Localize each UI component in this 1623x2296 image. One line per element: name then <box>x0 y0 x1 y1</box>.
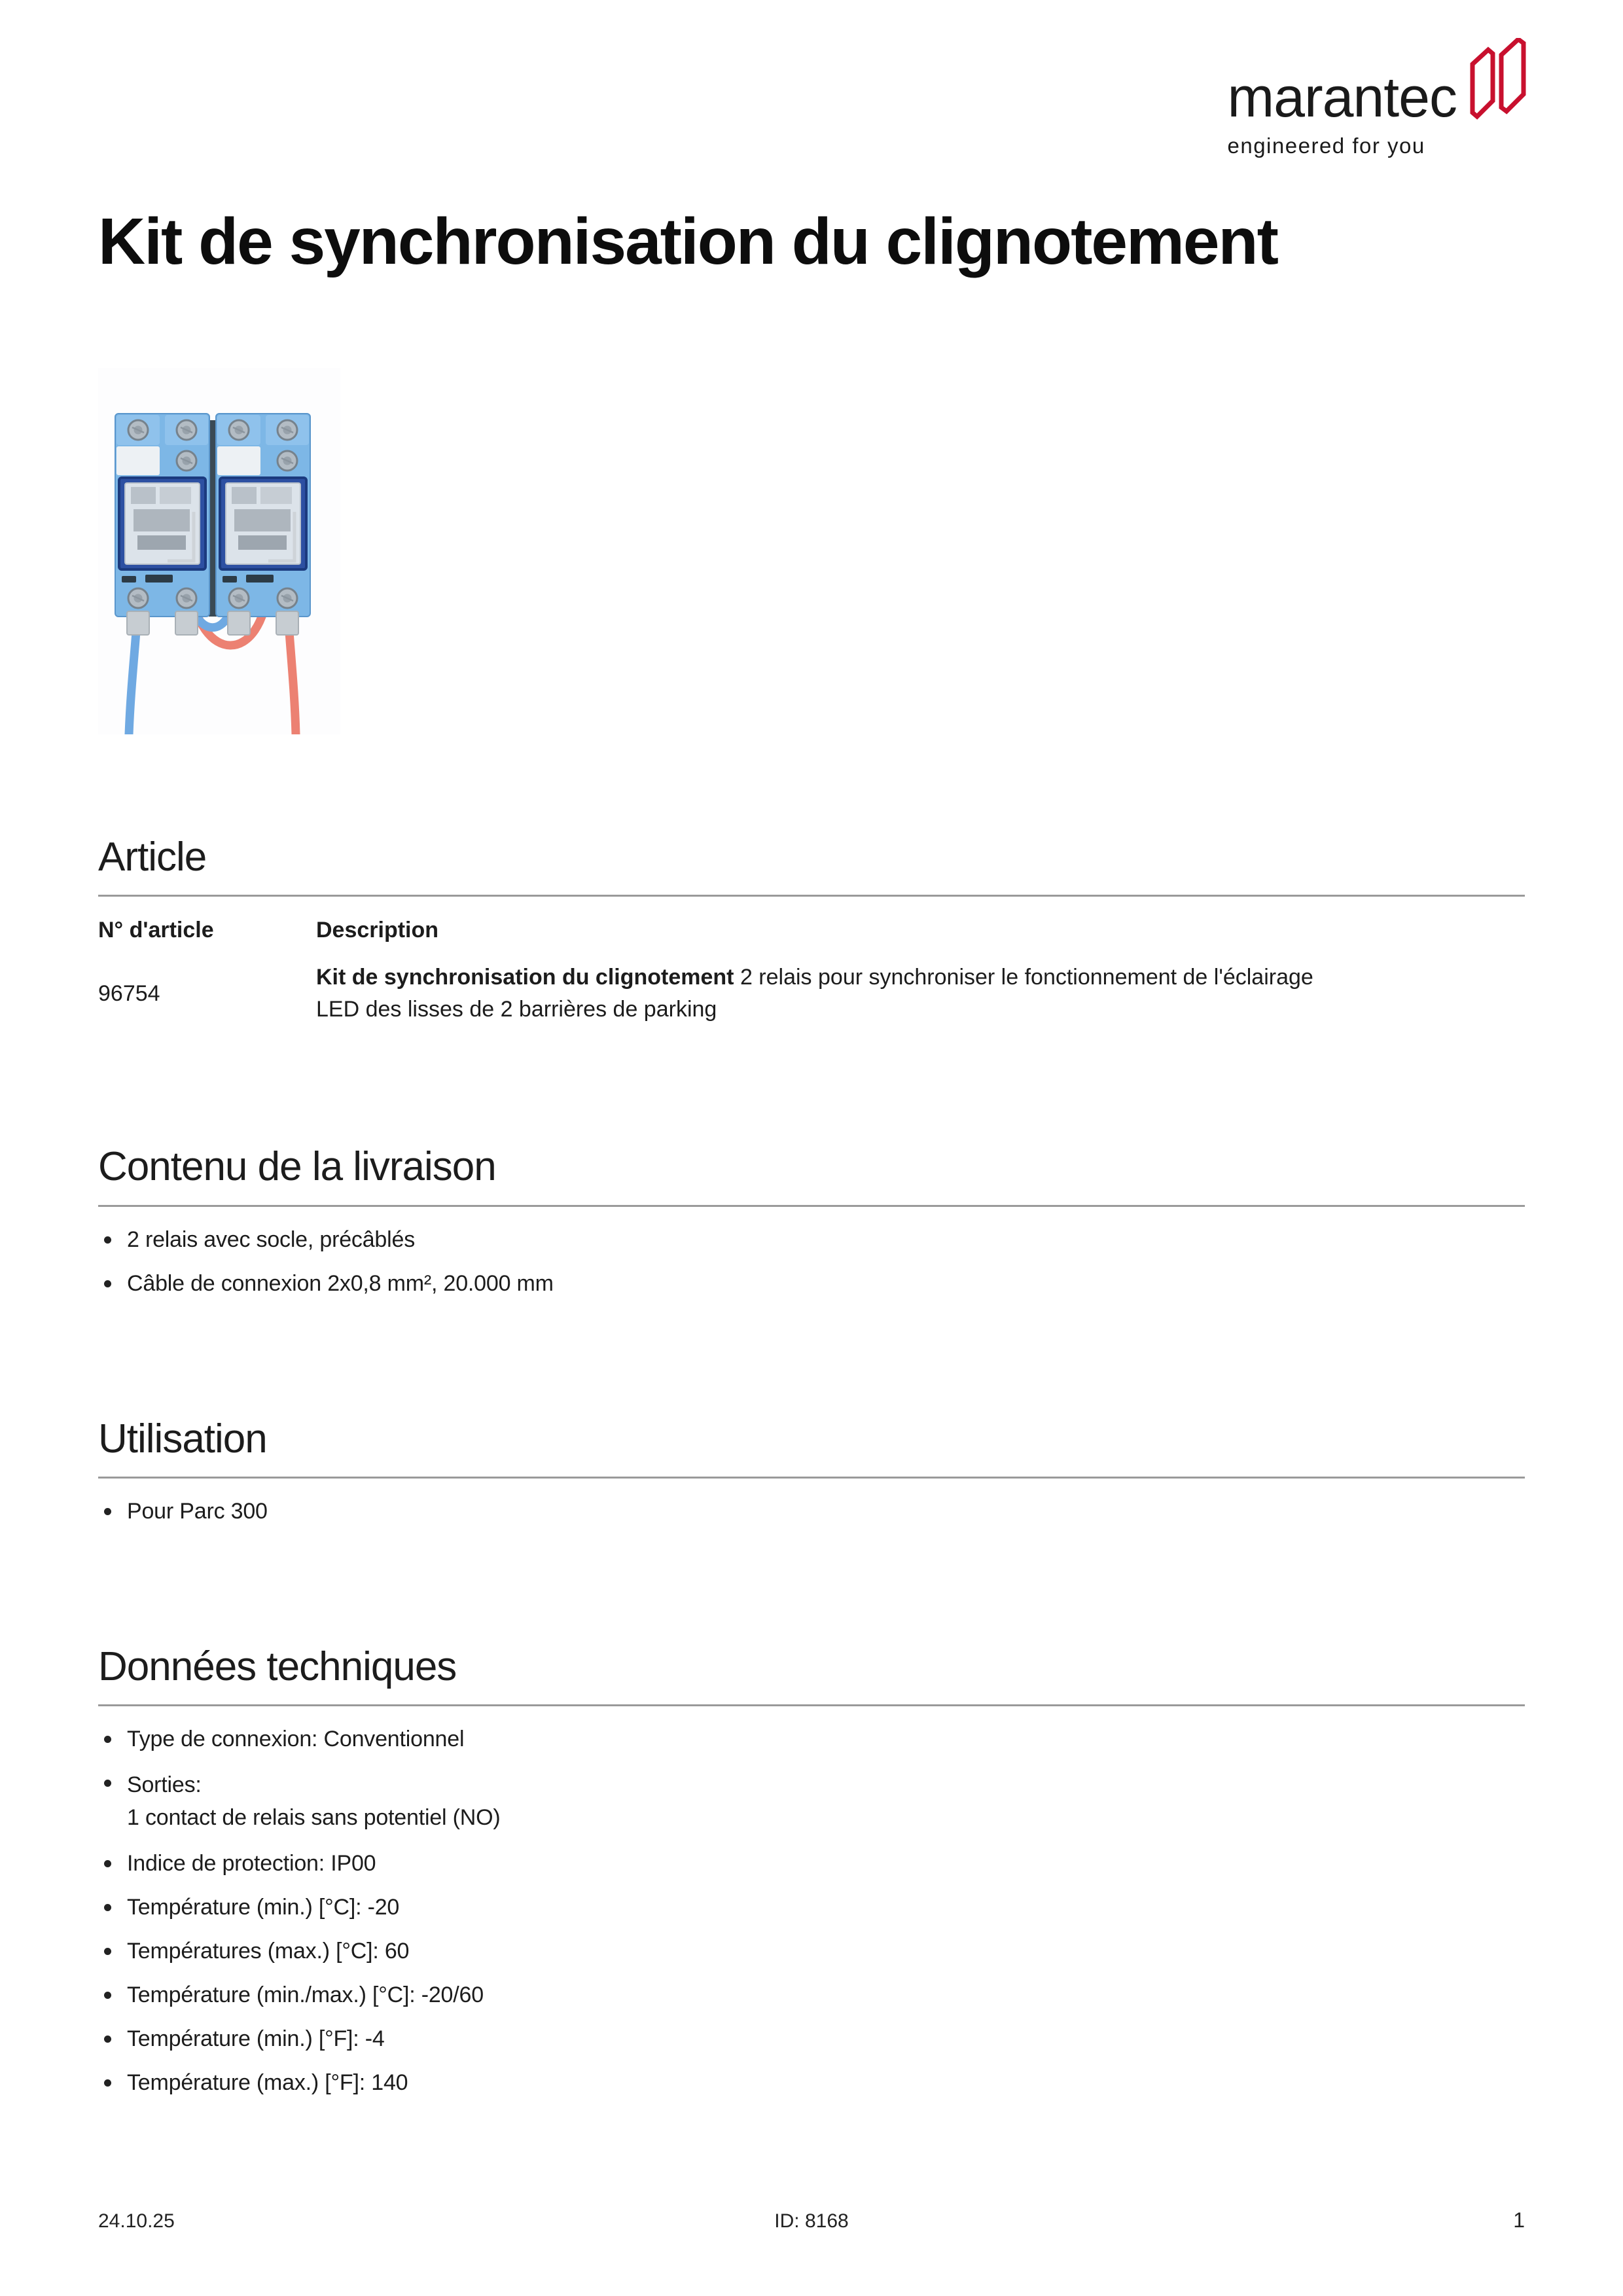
list-item <box>98 1725 1525 1753</box>
marantec-logo-icon <box>1469 38 1526 124</box>
brand-tagline: engineered for you <box>1227 134 1425 158</box>
list-item-text: Température (max.) [°F]: 140 <box>127 2070 408 2096</box>
bullet-icon <box>104 1780 111 1787</box>
col-header-article-no: N° d'article <box>98 918 214 943</box>
section-tech-data <box>98 1643 1525 2097</box>
bullet-icon <box>104 1860 111 1867</box>
list-item-text: Température (min.) [°C]: -20 <box>127 1895 400 1920</box>
bullet-icon <box>104 1948 111 1955</box>
bullet-icon <box>104 1992 111 1999</box>
list-item <box>98 1981 1525 2009</box>
list-item-text: Câble de connexion 2x0,8 mm², 20.000 mm <box>127 1270 554 1296</box>
article-table <box>98 918 1525 1026</box>
list-item <box>98 1849 1525 1878</box>
tech-data-list <box>98 1725 1525 2097</box>
bullet-icon <box>104 2079 111 2087</box>
relay-module-right <box>216 414 310 635</box>
page-title: Kit de synchronisation du clignotement <box>98 205 1277 278</box>
list-item <box>98 2068 1525 2097</box>
marantec-logo <box>1228 38 1527 158</box>
description-rest: 2 relais pour synchroniser le fonctionnement de l'éclairage <box>734 965 1313 990</box>
section-divider <box>98 1477 1525 1479</box>
list-item-text: Température (min.) [°F]: -4 <box>127 2026 385 2052</box>
document-body <box>0 834 1623 2097</box>
bullet-icon <box>104 1736 111 1743</box>
bullet-icon <box>104 1280 111 1287</box>
list-item <box>98 2024 1525 2053</box>
section-divider <box>98 1704 1525 1706</box>
section-heading-article: Article <box>98 834 207 880</box>
footer-page-number: 1 <box>1513 2208 1525 2232</box>
product-image <box>98 368 340 734</box>
article-table-header <box>98 918 1525 943</box>
list-item-text: Type de connexion: Conventionnel <box>127 1727 465 1752</box>
list-item-text: Indice de protection: IP00 <box>127 1851 376 1876</box>
description-line-2: LED des lisses de 2 barrières de parking <box>316 997 717 1022</box>
section-divider <box>98 895 1525 897</box>
brand-wordmark: marantec <box>1227 66 1457 129</box>
header <box>0 0 1623 158</box>
col-header-description: Description <box>316 918 439 943</box>
list-item <box>98 1269 1525 1298</box>
description-bold: Kit de synchronisation du clignotement <box>316 965 734 990</box>
section-heading-usage: Utilisation <box>98 1416 267 1462</box>
bullet-icon <box>104 1236 111 1244</box>
section-usage <box>98 1416 1525 1526</box>
list-item-line: 1 contact de relais sans potentiel (NO) <box>127 1805 501 1831</box>
footer-date: 24.10.25 <box>98 2210 175 2232</box>
delivery-list <box>98 1225 1525 1298</box>
description-line-1 <box>316 961 1525 994</box>
list-item <box>98 1225 1525 1254</box>
table-row <box>98 961 1525 1026</box>
list-item <box>98 1893 1525 1922</box>
bullet-icon <box>104 1904 111 1911</box>
article-number: 96754 <box>98 980 160 1006</box>
list-item-line: Sorties: <box>127 1772 202 1798</box>
list-item-text: 2 relais avec socle, précâblés <box>127 1227 416 1252</box>
list-item <box>98 1497 1525 1526</box>
section-heading-tech: Données techniques <box>98 1643 457 1689</box>
section-delivery <box>98 1143 1525 1297</box>
usage-list <box>98 1497 1525 1526</box>
page-footer <box>98 2208 1525 2233</box>
section-divider <box>98 1205 1525 1207</box>
article-description <box>316 961 1525 1026</box>
list-item-text: Température (min./max.) [°C]: -20/60 <box>127 1982 484 2008</box>
relay-kit-illustration <box>98 368 340 734</box>
section-article <box>98 834 1525 1026</box>
list-item-text: Pour Parc 300 <box>127 1498 268 1524</box>
list-item <box>98 1768 1525 1834</box>
bullet-icon <box>104 1508 111 1515</box>
relay-module-left <box>115 414 209 635</box>
list-item-text <box>127 1768 500 1834</box>
list-item-text: Températures (max.) [°C]: 60 <box>127 1939 410 1964</box>
bullet-icon <box>104 2036 111 2043</box>
marantec-logo-row <box>1227 38 1527 129</box>
section-heading-delivery: Contenu de la livraison <box>98 1144 496 1190</box>
list-item <box>98 1937 1525 1965</box>
footer-doc-id: ID: 8168 <box>774 2210 849 2232</box>
